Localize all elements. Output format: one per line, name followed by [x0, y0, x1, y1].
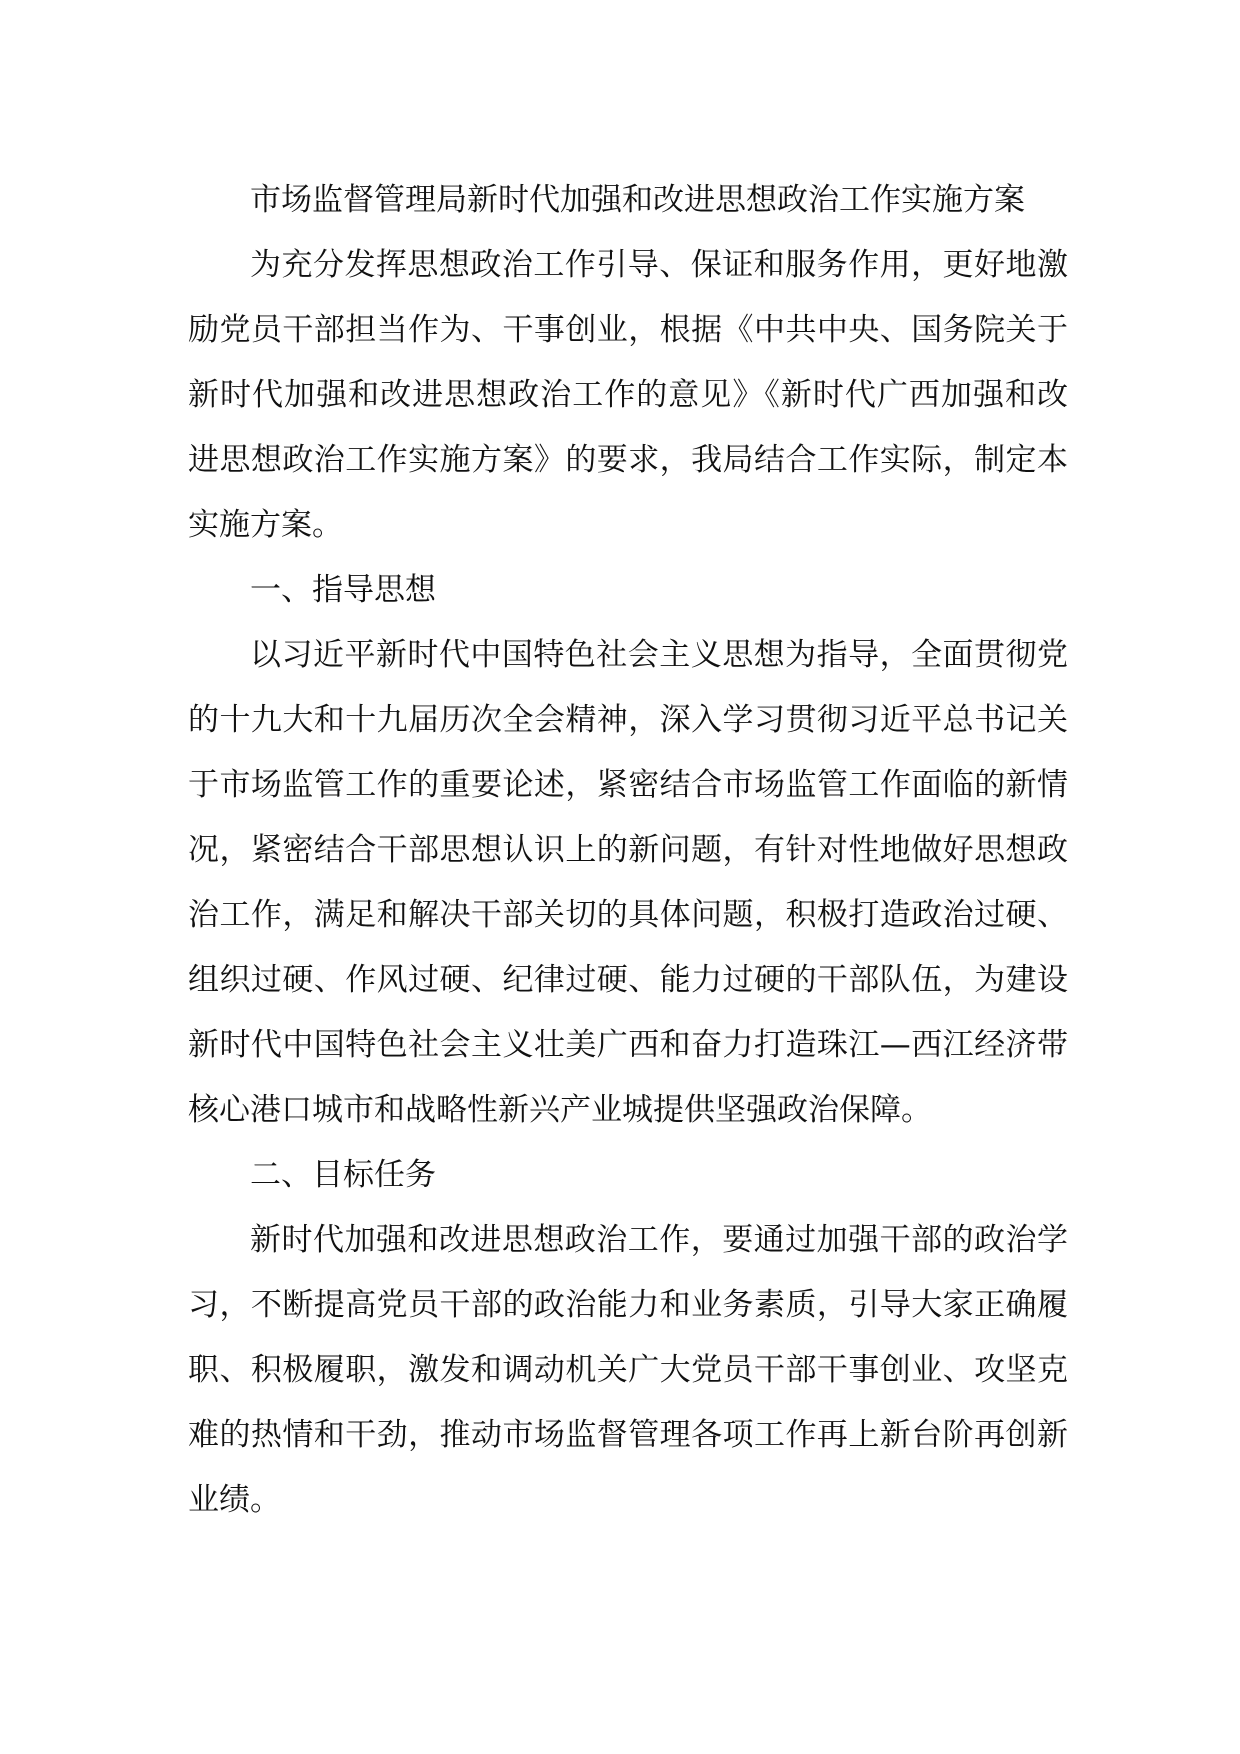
section-2-heading: 二、目标任务 — [250, 1157, 436, 1193]
intro-paragraph: 为充分发挥思想政治工作引导、保证和服务作用，更好地激励党员干部担当作为、干事创业，根据《中共中央、国务院关于新时代加强和改进思想政治工作的意见》《新时代广西加强和改进思想政治工作实施方案》的要求，我局结合工作实际，制定本实施方案。 — [188, 247, 1068, 543]
section-2-body: 新时代加强和改进思想政治工作，要通过加强干部的政治学习，不断提高党员干部的政治能力和业务素质，引导大家正确履职、积极履职，激发和调动机关广大党员干部干事创业、攻坚克难的热情和干劲，推动市场监督管理各项工作再上新台阶再创新业绩。 — [188, 1222, 1068, 1518]
document-title: 市场监督管理局新时代加强和改进思想政治工作实施方案 — [250, 182, 1025, 218]
document-content — [188, 168, 1068, 1533]
section-1-body: 以习近平新时代中国特色社会主义思想为指导，全面贯彻党的十九大和十九届历次全会精神，深入学习贯彻习近平总书记关于市场监管工作的重要论述，紧密结合市场监管工作面临的新情况，紧密结合干部思想认识上的新问题，有针对性地做好思想政治工作，满足和解决干部关切的具体问题，积极打造政治过硬、组织过硬、作风过硬、纪律过硬、能力过硬的干部队伍，为建设新时代中国特色社会主义壮美广西和奋力打造珠江—西江经济带核心港口城市和战略性新兴产业城提供坚强政治保障。 — [188, 637, 1068, 1128]
section-1-heading: 一、指导思想 — [250, 572, 436, 608]
